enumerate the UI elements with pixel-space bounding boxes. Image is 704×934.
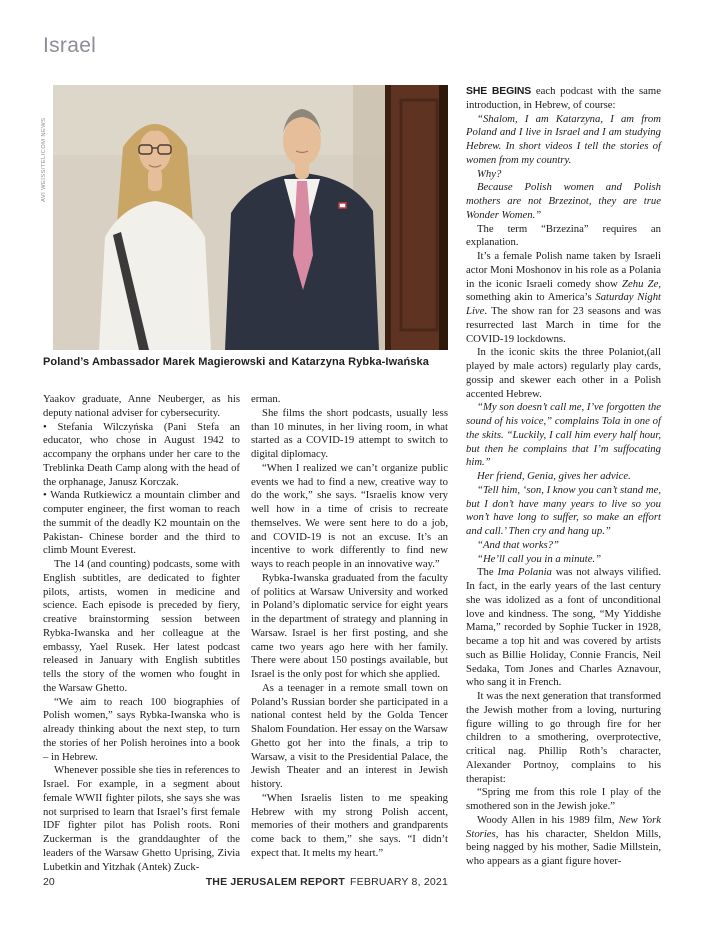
footer-publication-line xyxy=(206,876,448,888)
text-run: The xyxy=(477,566,498,579)
text-run: • Wanda Rutkiewicz a mountain climber and computer engineer, the first woman to reach the summit of the deadly K2 mountain on the Pakistan- Chinese border and the third to climb Mount Everest. xyxy=(43,489,240,557)
flag-lapel-pin xyxy=(339,203,346,208)
text-run: was not always vilified. In fact, in the early years of the last century she was idolized as a font of unconditional love and kindness. The song, “My Yiddishe Mama,” recorded by Sophie Tucker in 1928, became a top hit and was covered by artists such as Billie Holiday, Connie Francis, Neil Sedaka, Tom Jones and Charles Aznavour, who sang it in French. xyxy=(466,566,662,689)
text-run: Ima Polania xyxy=(497,566,552,579)
woman-face xyxy=(139,130,171,172)
text-run: As a teenager in a remote small town on Poland’s Russian border she participated in a national contest held by the Golda Tencer Shalom Foundation. Her essay on the Warsaw Ghetto got her into the finals, a trip to Warsaw, a visit to the Presidential Palace, the Jewish Theater and an interest in Jewish history. xyxy=(251,681,448,790)
paragraph xyxy=(466,113,661,168)
column-left xyxy=(43,393,240,874)
text-run: “My son doesn’t call me, I’ve forgotten the sound of his voice,” complains Tola in one of the skits. “Luckily, I call him every half hour, but then he complains that I’m suffocating him.” xyxy=(466,401,661,469)
text-run: “He’ll call you in a minute.” xyxy=(477,552,602,565)
text-run: Whenever possible she ties in references to Israel. For example, in a segment about female WWII fighter pilots, she says she was not surprised to learn that Israel’s first female IDF fighter pilot has Polish roots. Roni Zuckerman is the granddaughter of the leaders of the Warsaw Ghetto Uprising, Zivia Lubetkin and Yitzhak (Antek) Zuck- xyxy=(43,764,240,873)
paragraph xyxy=(251,572,448,682)
paragraph xyxy=(466,223,661,251)
paragraph xyxy=(251,792,448,861)
paragraph xyxy=(466,181,661,222)
text-run: New York Stories xyxy=(466,813,661,840)
paragraph xyxy=(466,539,661,553)
paragraph xyxy=(251,682,448,792)
issue-date: FEBRUARY 8, 2021 xyxy=(350,876,448,888)
paragraph xyxy=(466,168,661,182)
woman-blouse xyxy=(99,201,211,350)
paragraph xyxy=(466,401,661,470)
section-label: Israel xyxy=(43,34,97,57)
paragraph xyxy=(466,470,661,484)
photo-caption: Poland’s Ambassador Marek Magierowski and Katarzyna Rybka-Iwańska xyxy=(43,356,429,368)
text-run: . The show ran for 23 seasons and was resurrected last March in time for the COVID-19 lockdowns. xyxy=(466,305,661,345)
text-run: Because Polish women and Polish mothers are not Brzezinot, they are true Wonder Women.” xyxy=(466,181,661,221)
text-run: “Shalom, I am Katarzyna, I am from Poland and I live in Israel and I am studying Hebrew. In short videos I tell the stories of women from my country. xyxy=(466,112,661,166)
paragraph xyxy=(251,407,448,462)
photo xyxy=(53,85,448,350)
text-run: each podcast with the same introduction, in Hebrew, of course: xyxy=(466,85,661,111)
text-run: Why? xyxy=(477,167,502,180)
paragraph xyxy=(43,421,240,490)
text-run: “When I realized we can’t organize public events we had to find a new, creative way to do the work,” she says. “Israelis know very well how in a time of crisis to recreate themselves. We were sent here to do a job, and COVID-19 is not an excuse. It’s an incentive to work differently to find new ways to reach people in an innovative way.” xyxy=(251,461,448,570)
paragraph xyxy=(466,690,661,786)
paragraph xyxy=(251,393,448,407)
paragraph xyxy=(466,85,661,113)
paragraph xyxy=(466,814,661,869)
man-face xyxy=(283,116,321,166)
paragraph xyxy=(466,566,661,690)
paragraph xyxy=(43,393,240,421)
paragraph xyxy=(466,786,661,814)
text-run: “When Israelis listen to me speaking Hebrew with my strong Polish accent, memories of their mothers and grandparents come back to them,” she says. “I didn’t expect that. It melts my heart.” xyxy=(251,791,448,859)
paragraph xyxy=(466,346,661,401)
paragraph xyxy=(43,489,240,558)
paragraph xyxy=(43,696,240,765)
column-right xyxy=(466,85,661,869)
photo-illustration xyxy=(53,85,448,350)
paragraph xyxy=(43,558,240,696)
text-run: “And that works?” xyxy=(477,538,559,551)
paragraph xyxy=(466,553,661,567)
footer xyxy=(43,876,448,888)
text-run: It was the next generation that transformed the Jewish mother from a loving, nurturing figure willing to go through fire for her children to a smothering, overprotective, critical nag. Phillip Roth’s character, Alexander Portnoy, complains to his therapist: xyxy=(466,690,661,785)
text-run: She films the short podcasts, usually less than 10 minutes, in her living room, in what started as a COVID-19 attempt to switch to digital diplomacy. xyxy=(251,406,448,460)
woman-neck xyxy=(148,169,162,191)
text-run: In the iconic skits the three Polaniot,(all played by male actors) regularly play cards, gossip and skewer each other in a Polish accented Hebrew. xyxy=(466,346,661,400)
text-run: Woody Allen in his 1989 film, xyxy=(477,813,619,826)
page-number: 20 xyxy=(43,876,55,888)
text-run: The 14 (and counting) podcasts, some with English subtitles, are dedicated to fighter pilots, artists, women in medicine and science. Each episode is preceded by fiery, creative brainstorming session between Rybka-Iwanska and her colleague at the embassy, Yael Rusek. Her latest podcast released in January with English subtitles tells the story of the women who fought in the Warsaw Ghetto. xyxy=(43,558,240,694)
text-run: Rybka-Iwanska graduated from the faculty of politics at Warsaw University and worked in Poland’s diplomatic service for eight years in the department of strategy and planning in Warsaw. Israel is her first posting, and she came two years ago here with her family. There were about 150 postings available, but Israel is the only post for which she applied. xyxy=(251,571,448,680)
text-run: “Tell him, ‘son, I know you can’t stand me, but I don’t have many years to live so you won’t have long to suffer, so make an effort and call.’ Then cry and hang up.” xyxy=(466,483,661,537)
text-run: The term “Brzezina” requires an explanation. xyxy=(466,222,661,249)
text-run: “Spring me from this role I play of the smothered son in the Jewish joke.” xyxy=(466,786,661,812)
paragraph xyxy=(43,764,240,874)
text-run: It’s a female Polish name taken by Israeli actor Moni Moshonov in his role as a Polania in the iconic Israeli comedy show xyxy=(466,250,661,290)
column-middle xyxy=(251,393,448,861)
text-run: erman. xyxy=(251,393,281,405)
paragraph xyxy=(251,462,448,572)
text-run: Her friend, Genia, gives her advice. xyxy=(477,470,631,482)
text-run: , something akin to America’s xyxy=(466,277,662,304)
text-run: Zehu Ze xyxy=(622,277,659,290)
lead-in-text: SHE BEGINS xyxy=(466,86,532,97)
text-run: , has his character, Sheldon Mills, being nagged by his mother, Sadie Millstein, who appears as a giant figure hover- xyxy=(466,827,661,867)
text-run: “We aim to reach 100 biographies of Polish women,” says Rybka-Iwanska who is already thinking about the next step, to turn the stories of her Polish heroines into a book – in Hebrew. xyxy=(43,695,240,763)
door xyxy=(385,85,448,350)
paragraph xyxy=(466,250,661,346)
paragraph xyxy=(466,484,661,539)
publication-name: THE JERUSALEM REPORT xyxy=(205,876,346,888)
text-run: Yaakov graduate, Anne Neuberger, as his deputy national adviser for cybersecurity. xyxy=(43,393,240,419)
text-run: • Stefania Wilczyńska (Pani Stefa an educator, who chose in August 1942 to accompany the orphans under her care to the Treblinka Death Camp along with the head of the orphanage, Janusz Korczak. xyxy=(43,420,240,488)
photo-credit: AVI WEISS/TELICOM NEWS xyxy=(41,117,47,202)
text-run: Saturday Night Live xyxy=(466,291,662,317)
